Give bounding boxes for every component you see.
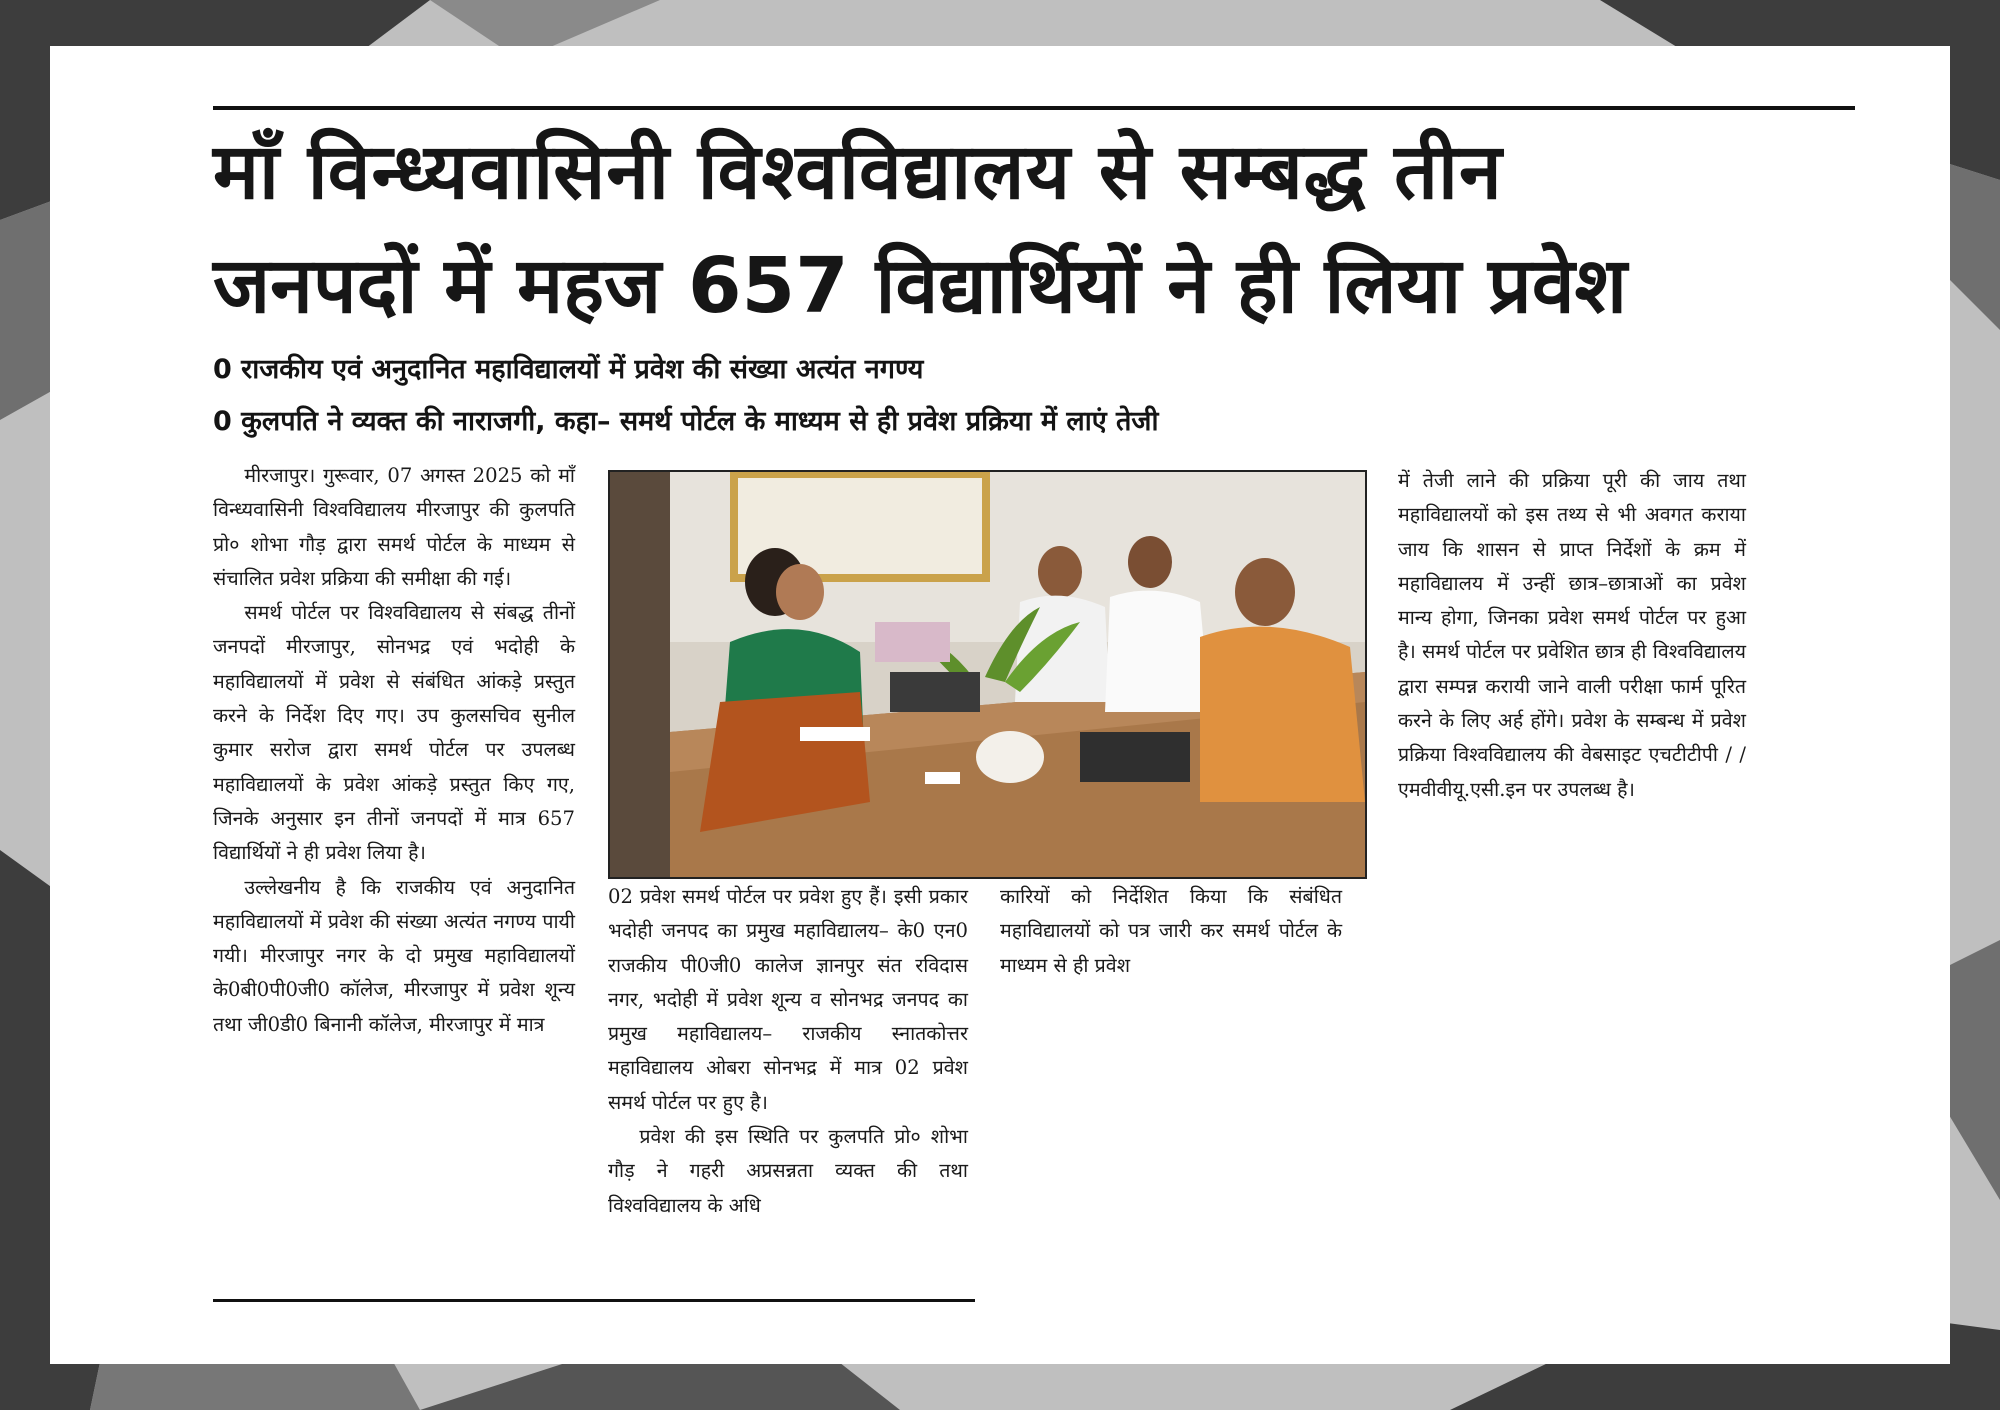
paragraph: कारियों को निर्देशित किया कि संबंधित महाविद्यालयों को पत्र जारी कर समर्थ पोर्टल के माध्यम से ही प्रवेश [1000,885,1342,977]
subheadline-1: 0 राजकीय एवं अनुदानित महाविद्यालयों में प्रवेश की संख्या अत्यंत नगण्य [213,354,924,385]
article-column-2 [608,880,968,1297]
paragraph: 02 प्रवेश समर्थ पोर्टल पर प्रवेश हुए हैं। इसी प्रकार भदोही जनपद का प्रमुख महाविद्यालय– के0 एन0 राजकीय पी0जी0 कालेज ज्ञानपुर संत रविदास नगर, भदोही में प्रवेश शून्य व सोनभद्र जनपद का प्रमुख महाविद्यालय– राजकीय स्नातकोत्तर महाविद्यालय ओबरा सोनभद्र में मात्र 02 प्रवेश समर्थ पोर्टल पर हुए है। [608,885,968,1114]
headline-line-1: माँ विन्ध्यवासिनी विश्वविद्यालय से सम्बद्ध तीन [213,128,1503,217]
subheadline-2: 0 कुलपति ने व्यक्त की नाराजगी, कहा– समर्थ पोर्टल के माध्यम से ही प्रवेश प्रक्रिया में लाएं तेजी [213,406,1159,437]
paragraph: उल्लेखनीय है कि राजकीय एवं अनुदानित महाविद्यालयों में प्रवेश की संख्या अत्यंत नगण्य पायी गयी। मीरजापुर नगर के दो प्रमुख महाविद्यालयों के0बी0पी0जी0 कॉलेज, मीरजापुर में प्रवेश शून्य तथा जी0डी0 बिनानी कॉलेज, मीरजापुर में मात्र [213,875,575,1036]
article-column-1 [213,459,575,1297]
meeting-photo-icon [610,472,1365,877]
paragraph: समर्थ पोर्टल पर विश्वविद्यालय से संबद्ध तीनों जनपदों मीरजापुर, सोनभद्र एवं भदोही के महाविद्यालयों में प्रवेश से संबंधित आंकड़े प्रस्तुत करने के निर्देश दिए गए। उप कुलसचिव सुनील कुमार सरोज द्वारा समर्थ पोर्टल पर उपलब्ध महाविद्यालयों के प्रवेश आंकड़े प्रस्तुत किए गए, जिनके अनुसार इन तीनों जनपदों में मात्र 657 विद्यार्थियों ने ही प्रवेश लिया है। [213,601,575,865]
top-rule [213,106,1855,110]
paragraph: मीरजापुर। गुरूवार, 07 अगस्त 2025 को माँ विन्ध्यवासिनी विश्वविद्यालय मीरजापुर की कुलपति प्रो० शोभा गौड़ द्वारा समर्थ पोर्टल के माध्यम से संचालित प्रवेश प्रक्रिया की समीक्षा की गई। [213,464,575,590]
article-column-4 [1398,464,1746,984]
meeting-photo [608,470,1367,879]
newspaper-clipping [50,46,1950,1364]
article-column-3 [1000,880,1342,977]
paragraph: प्रवेश की इस स्थिति पर कुलपति प्रो० शोभा गौड़ ने गहरी अप्रसन्नता व्यक्त की तथा विश्वविद्यालय के अधि [608,1125,968,1217]
paragraph: में तेजी लाने की प्रक्रिया पूरी की जाय तथा महाविद्यालयों को इस तथ्य से भी अवगत कराया जाय कि शासन से प्राप्त निर्देशों के क्रम में महाविद्यालय में उन्हीं छात्र–छात्राओं का प्रवेश मान्य होगा, जिनका प्रवेश समर्थ पोर्टल पर हुआ है। समर्थ पोर्टल पर प्रवेशित छात्र ही विश्वविद्यालय द्वारा सम्पन्न करायी जाने वाली परीक्षा फार्म पूरित करने के लिए अर्ह होंगे। प्रवेश के सम्बन्ध में प्रवेश प्रक्रिया विश्वविद्यालय की वेबसाइट एचटीटीपी / /एमवीवीयू.एसी.इन पर उपलब्ध है। [1398,469,1746,801]
bottom-rule [213,1299,975,1302]
headline-line-2: जनपदों में महज 657 विद्यार्थियों ने ही लिया प्रवेश [213,242,1627,331]
